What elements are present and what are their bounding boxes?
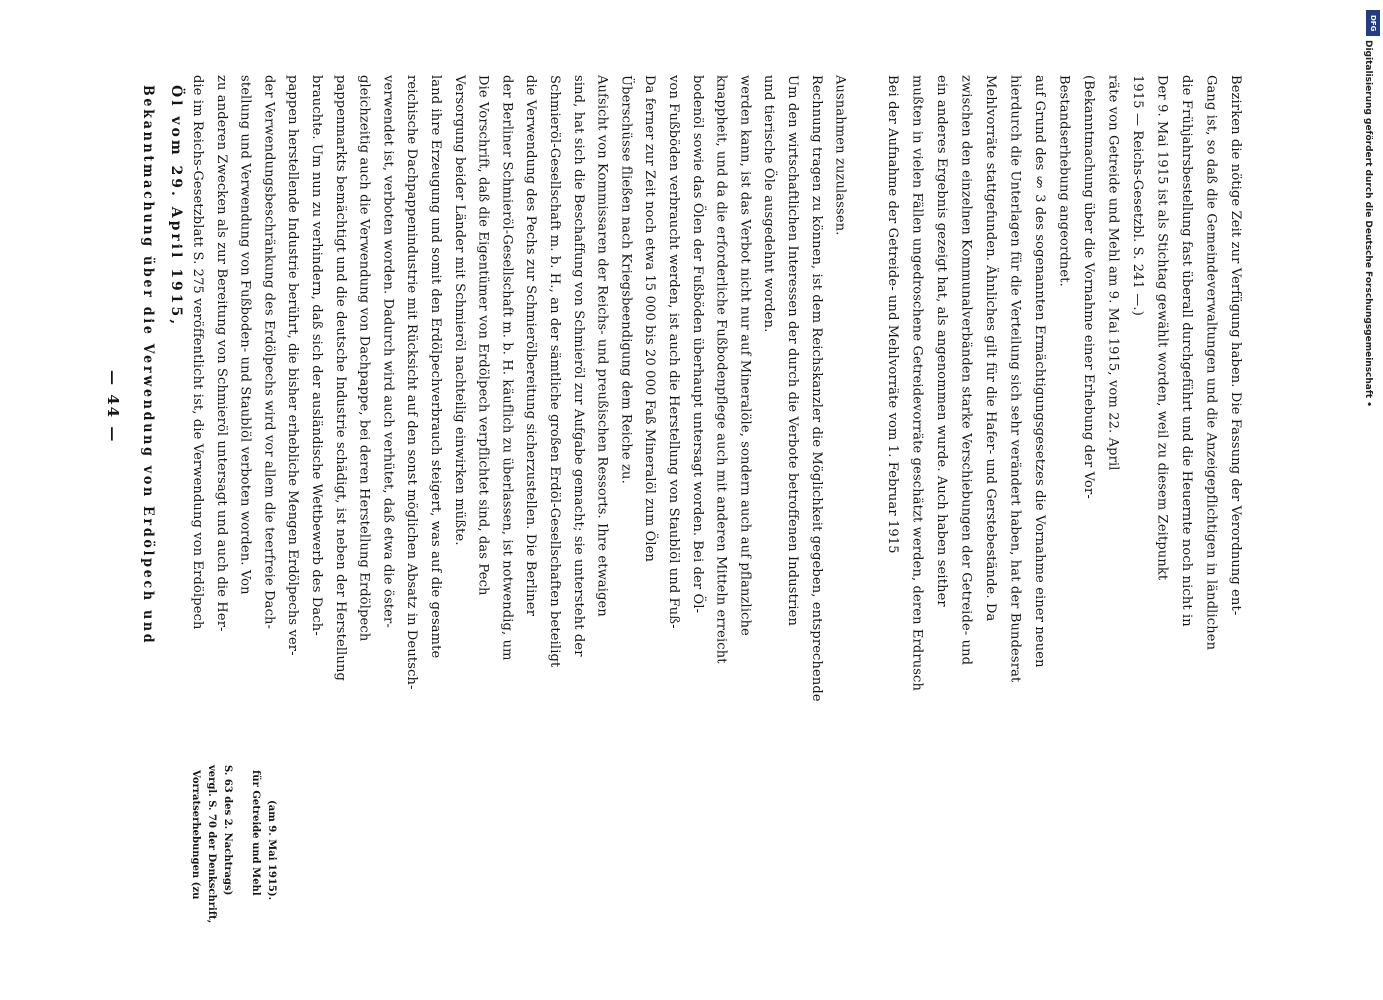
- sec1-line: von Fußböden verbraucht werden, ist auch die Herstellung von Staublöl und Fuß-: [666, 75, 681, 629]
- sec2-line: 1915 — Reichs-Gesetzbl. S. 241 —.): [1130, 75, 1145, 316]
- sec1-line: stellung und Verwendung von Fußboden- und Staublöl verboten worden. Von: [237, 75, 253, 595]
- sec2-line: hierdurch die Unterlagen für die Verteilung sich sehr verändert haben, hat der Bundesrat: [1007, 75, 1023, 683]
- sec1-line: reichische Dachpappenindustrie mit Rücksicht auf den sonst möglichen Absatz in Deutsch-: [404, 75, 420, 690]
- sec1-line: sind, hat sich die Beschaffung von Schmieröl zur Aufgabe gemacht; sie untersteht der: [570, 75, 586, 657]
- sec2-line: Bestandserhebung angeordnet.: [1056, 75, 1072, 287]
- sec1-line: Versorgung beider Länder mit Schmieröl nachteilig einwirken müßte.: [451, 75, 467, 546]
- margin-note-line: S. 63 des 2. Nachtrags): [222, 765, 233, 896]
- sec2-line: räte von Getreide und Mehl am 9. Mai 1915, vom 22. April: [1105, 75, 1121, 471]
- sec1-line: Ausnahmen zuzulassen.: [832, 75, 848, 236]
- sec1-line: werden kann, ist das Verbot nicht nur auf Mineralöle, sondern auch auf pflanzliche: [737, 75, 753, 636]
- heading-line: Bekanntmachung über die Verwendung von Erdölpech und: [140, 85, 156, 646]
- margin-note-line: Vorratserhebungen (zu: [190, 770, 201, 900]
- sec2-line: Gang ist, so daß die Gemeindeverwaltungen und die Anzeigepflichtigen in ländlichen: [1203, 75, 1219, 651]
- sec2-line: Bezirken die nötige Zeit zur Verfügung haben. Die Fassung der Verordnung ent-: [1228, 75, 1243, 616]
- sec1-line: und tierische Öle ausgedehnt worden.: [761, 75, 777, 333]
- sec2-line: Bei der Aufnahme der Getreide- und Mehlvorräte vom 1. Februar 1915: [885, 75, 900, 554]
- sec1-line: brauchte. Um nun zu verhindern, daß sich der ausländische Wettbewerb des Dach-: [309, 75, 324, 636]
- sec1-line: zu anderen Zwecken als zur Bereitung von Schmieröl untersagt und auch die Her-: [213, 75, 229, 632]
- sec1-line: die Verwendung des Pechs zur Schmierölbereitung sicherzustellen. Die Berliner: [523, 75, 539, 617]
- margin-note-line: (am 9. Mai 1915).: [266, 800, 277, 901]
- sec1-line: verwendet ist, verboten worden. Dadurch wird auch verhütet, daß etwa die öster-: [380, 75, 396, 628]
- sec1-line: der Berliner Schmieröl-Gesellschaft m. b. H. käuflich zu überlassen, ist notwendig, um: [499, 75, 515, 661]
- sec2-line: Mehlvorräte stattgefunden. Ähnliches gilt für die Hafer- und Gerstebestände. Da: [983, 75, 998, 622]
- dfg-logo: DFG: [1366, 10, 1380, 36]
- sec1-line: land ihre Erzeugung und somit den Erdölpechverbrauch steigert, was auf die gesamte: [428, 75, 443, 659]
- margin-note-line: für Getreide und Mehl: [250, 770, 261, 896]
- sec1-line: bodenöl sowie das Ölen der Fußböden überhaupt untersagt worden. Bei der Öl-: [689, 75, 705, 614]
- sec1-line: der Verwendungsbeschränkung des Erdölpechs wird vor allem die teerfreie Dach-: [261, 75, 277, 630]
- sec1-line: pappenmarkts bemächtigt und die deutsche Industrie schädigt, ist neben der Herstellung: [332, 75, 348, 681]
- sec2-line: Der 9. Mai 1915 ist als Stichtag gewählt worden, weil zu diesem Zeitpunkt: [1154, 75, 1170, 581]
- sec2-line: ein anderes Ergebnis gezeigt hat, als angenommen wurde. Auch haben seither: [934, 75, 949, 607]
- sec1-line: Die Vorschrift, daß die Eigentümer von Erdölpech verpflichtet sind, das Pech: [475, 75, 491, 596]
- sec1-line: Schmieröl-Gesellschaft m. b. H., an der sämtliche großen Erdöl-Gesellschaften beteiligt: [547, 75, 562, 668]
- sec1-line: Aufsicht von Kommissaren der Reichs- und preußischen Ressorts. Ihre etwaigen: [594, 75, 610, 617]
- sec2-line: die Frühjahrsbestellung fast überall durchgeführt und die Heuernte noch nicht in: [1179, 75, 1194, 627]
- sec1-line: Überschüsse fließen nach Kriegsbeendigung dem Reiche zu.: [618, 75, 634, 484]
- sec1-line: gleichzeitig auch die Verwendung von Dachpappe, bei deren Herstellung Erdölpech: [356, 75, 372, 642]
- sec2-line: (Bekanntmachung über die Vornahme einer Erhebung der Vor-: [1081, 75, 1096, 499]
- sec1-line: Rechnung tragen zu können, ist dem Reichskanzler die Möglichkeit gegeben, entsprechende: [808, 75, 824, 702]
- sec1-line: Um den wirtschaftlichen Interessen der durch die Verbote betroffenen Industrien: [785, 75, 800, 627]
- heading-line: Öl vom 29. April 1915,: [168, 85, 184, 328]
- sec2-line: zwischen den einzelnen Kommunalverbänden starke Verschiebungen der Getreide- und: [958, 75, 974, 666]
- sec1-line: knappheit, und da die erforderliche Fußbodenpflege auch mit anderen Mitteln erreicht: [713, 75, 729, 664]
- sec1-line: pappen herstellende Industrie berührt, die bisher erhebliche Mengen Erdölpechs ver-: [285, 75, 301, 656]
- page-number: — 44 —: [104, 370, 122, 444]
- sec2-line: auf Grund des § 3 des sogenannten Ermächtigungsgesetzes die Vornahme einer neuen: [1032, 75, 1047, 668]
- sec1-line: Da ferner zur Zeit noch etwa 15 000 bis 20 000 Faß Mineralöl zum Ölen: [642, 75, 658, 563]
- sec2-line: mußten in vielen Fällen ungedroschene Getreidevorräte geschätzt werden, deren Erdrusch: [909, 75, 925, 692]
- digitization-credit: Digitalisierung gefördert durch die Deutsche Forschungsgemeinschaft •: [1363, 40, 1373, 407]
- margin-note-line: vergl. S. 70 der Denkschrift,: [206, 765, 217, 924]
- sec1-line: die im Reichs-Gesetzblatt S. 275 veröffentlicht ist, die Verwendung von Erdölpech: [190, 75, 205, 630]
